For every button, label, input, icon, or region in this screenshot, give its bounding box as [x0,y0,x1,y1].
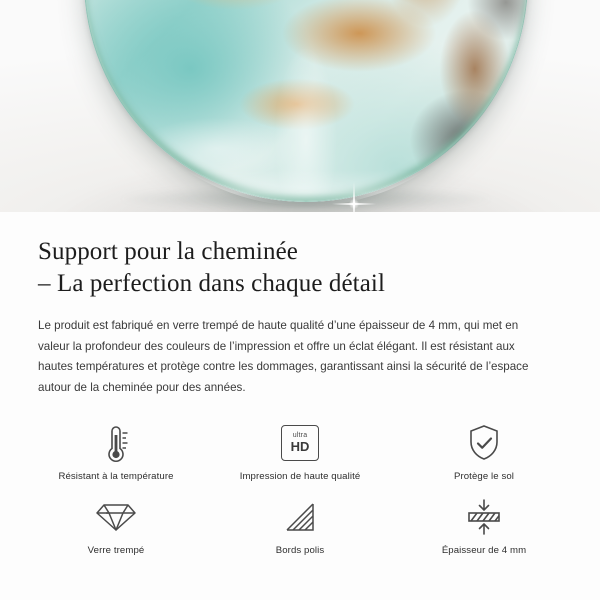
hd-badge-top: ultra [292,432,308,439]
hd-badge [281,425,319,461]
hd-badge-bottom: HD [290,439,310,454]
feature-item-tempered-glass [24,495,208,557]
ultra-hd-badge-icon [281,421,319,465]
description-paragraph: Le produit est fabriqué en verre trempé de haute qualité d’une épaisseur de 4 mm, qui met en valeur la profondeur des couleurs de l’impression et offre un éclat élégant. Il est résistant aux hautes températures et protège contre les dommages, garantissant ainsi la sécurité de l’espace autour de la cheminée pour des années. [38,319,529,394]
hero-image [0,0,600,212]
sparkle-core [349,199,359,209]
diamond-icon [95,495,137,539]
thickness-arrows-icon [463,495,505,539]
feature-grid [0,421,600,558]
feature-item-print-quality [208,421,392,483]
feature-label: Bords polis [275,544,325,556]
feature-label: Verre trempé [87,544,145,556]
text-content [0,212,600,399]
feature-label: Protège le sol [453,470,515,482]
sparkle-icon [332,182,376,212]
page-title [38,236,562,300]
shield-check-icon [465,421,503,465]
feature-item-thickness [392,495,576,557]
glass-plate [84,0,528,202]
thermometer-icon [96,421,136,465]
headline-line-1: Support pour la cheminée [38,238,298,265]
feature-item-temperature [24,421,208,483]
feature-label: Impression de haute qualité [239,470,361,482]
feature-item-polished-edges [208,495,392,557]
feature-label: Résistant à la température [58,470,174,482]
headline-line-2: – La perfection dans chaque détail [38,270,385,297]
feature-label: Épaisseur de 4 mm [441,544,527,556]
polished-edges-icon [281,495,319,539]
feature-item-floor-protection [392,421,576,483]
